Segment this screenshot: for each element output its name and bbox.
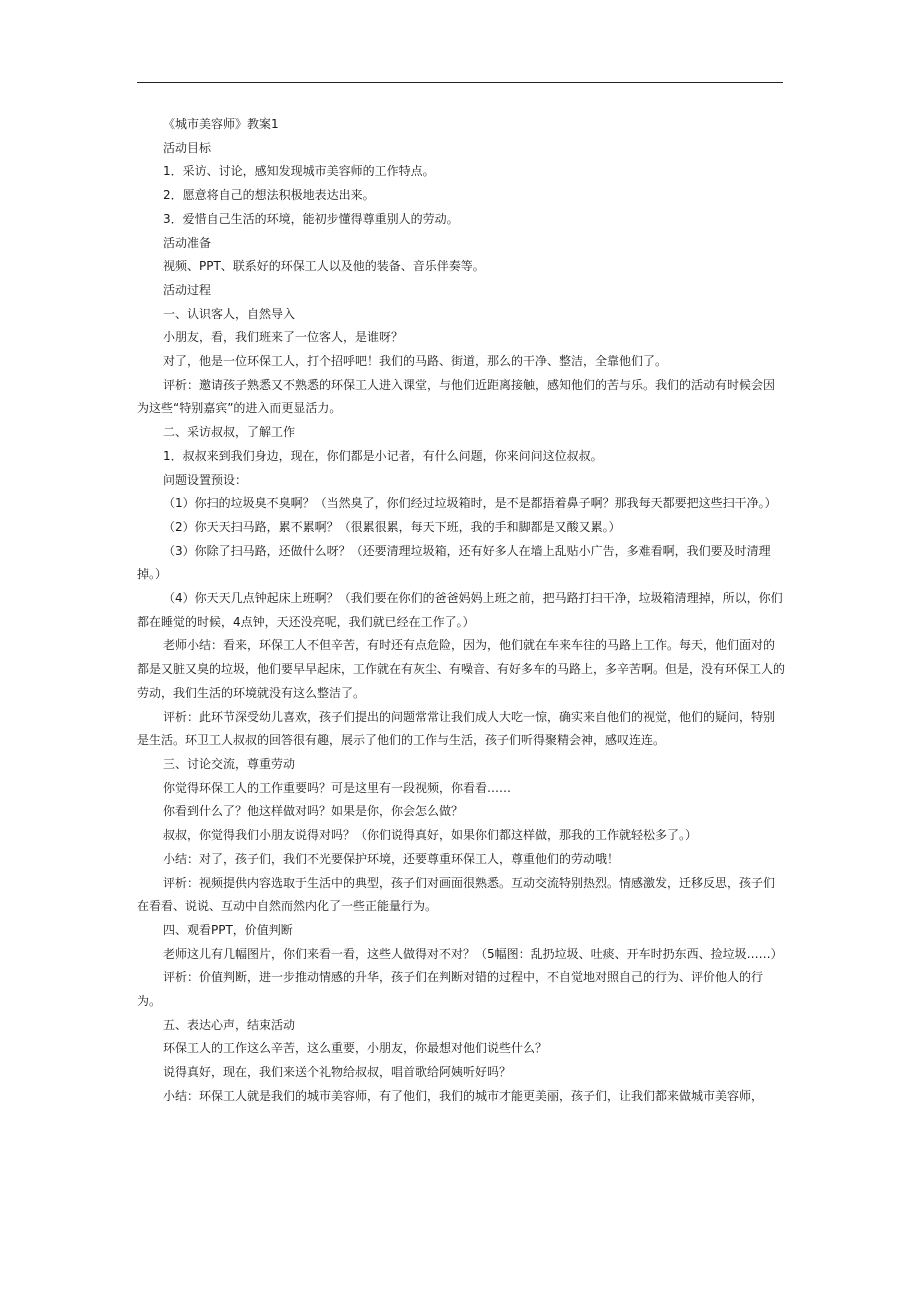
- paragraph: （2）你天天扫马路，累不累啊？（很累很累，每天下班，我的手和脚都是又酸又累。）: [163, 519, 621, 534]
- paragraph: 老师小结：看来，环保工人不但辛苦，有时还有点危险，因为，他们就在车来车往的马路上工作。每天，他们面对的都是又脏又臭的垃圾，他们要早早起床，工作就在有灰尘、有噪音、有好多车的马路上，多辛苦啊。但是，没有环保工人的劳动，我们生活的环境就没有这么整洁了。: [137, 638, 786, 700]
- paragraph: 1．采访、讨论，感知发现城市美容师的工作特点。: [163, 164, 435, 179]
- paragraph: 1．叔叔来到我们身边，现在，你们都是小记者，有什么问题，你来问问这位叔叔。: [163, 448, 603, 463]
- document-body: [137, 113, 785, 1109]
- paragraph: 小结：对了，孩子们，我们不光要保护环境，还要尊重环保工人，尊重他们的劳动哦！: [163, 851, 620, 866]
- paragraph: 你看到什么了？他这样做对吗？如果是你，你会怎么做？: [163, 804, 464, 819]
- paragraph: 小结：环保工人就是我们的城市美容师，有了他们，我们的城市才能更美丽，孩子们，让我们都来做城市美容师，: [163, 1088, 764, 1103]
- paragraph: 评析：价值判断，进一步推动情感的升华，孩子们在判断对错的过程中，不自觉地对照自己的行为、评价他人的行为。: [137, 970, 764, 1009]
- paragraph: 活动目标: [163, 140, 212, 155]
- paragraph: 一、认识客人，自然导入: [163, 306, 296, 321]
- paragraph: （4）你天天几点钟起床上班啊？（我们要在你们的爸爸妈妈上班之前，把马路打扫干净，垃圾箱清理掉，所以，你们都在睡觉的时候，4点钟，天还没亮呢，我们就已经在工作了。）: [137, 591, 783, 629]
- paragraph: 活动过程: [163, 282, 212, 297]
- paragraph: 说得真好，现在，我们来送个礼物给叔叔，唱首歌给阿姨听好吗？: [163, 1065, 512, 1080]
- paragraph: 视频、PPT、联系好的环保工人以及他的装备、音乐伴奏等。: [163, 259, 485, 274]
- header-rule: [137, 82, 783, 83]
- paragraph: 活动准备: [163, 235, 212, 250]
- paragraph: 环保工人的工作这么辛苦，这么重要，小朋友，你最想对他们说些什么？: [163, 1041, 548, 1056]
- paragraph: （3）你除了扫马路，还做什么呀？（还要清理垃圾箱，还有好多人在墙上乱贴小广告，多难看啊，我们要及时清理掉。）: [137, 543, 771, 582]
- paragraph: 你觉得环保工人的工作重要吗？可是这里有一段视频，你看看……: [163, 780, 512, 795]
- paragraph: 2．愿意将自己的想法积极地表达出来。: [163, 188, 375, 203]
- paragraph: 评析：邀请孩子熟悉又不熟悉的环保工人进入课堂，与他们近距离接触，感知他们的苦与乐。我们的活动有时候会因为这些“特别嘉宾”的进入而更显活力。: [137, 377, 776, 416]
- paragraph: 二、采访叔叔，了解工作: [163, 425, 296, 440]
- paragraph: 三、讨论交流，尊重劳动: [163, 756, 296, 771]
- paragraph: 四、观看PPT，价值判断: [163, 922, 293, 937]
- paragraph: 评析：此环节深受幼儿喜欢，孩子们提出的问题常常让我们成人大吃一惊，确实来自他们的视觉，他们的疑问，特别是生活。环卫工人叔叔的回答很有趣，展示了他们的工作与生活，孩子们听得聚精会神，感叹连连。: [137, 709, 776, 748]
- paragraph: （1）你扫的垃圾臭不臭啊？（当然臭了，你们经过垃圾箱时，是不是都捂着鼻子啊？那我每天都要把这些扫干净。）: [163, 496, 777, 511]
- paragraph: 五、表达心声，结束活动: [163, 1017, 296, 1032]
- paragraph: 小朋友，看，我们班来了一位客人，是谁呀？: [163, 330, 404, 345]
- document-title: 《城市美容师》教案1: [163, 117, 279, 131]
- paragraph: 老师这儿有几幅图片，你们来看一看，这些人做得对不对？（5幅图：乱扔垃圾、吐痰、开车时扔东西、捡垃圾……）: [163, 946, 783, 961]
- paragraph: 问题设置预设：: [163, 472, 248, 487]
- paragraph: 对了，他是一位环保工人，打个招呼吧！我们的马路、街道，那么的干净、整洁，全靠他们了。: [163, 354, 668, 369]
- paragraph: 3．爱惜自己生活的环境，能初步懂得尊重别人的劳动。: [163, 211, 459, 226]
- paragraph: 叔叔，你觉得我们小朋友说得对吗？（你们说得真好，如果你们都这样做，那我的工作就轻松多了。）: [163, 828, 698, 843]
- paragraph: 评析：视频提供内容选取于生活中的典型，孩子们对画面很熟悉。互动交流特别热烈。情感激发，迁移反思，孩子们在看看、说说、互动中自然而然内化了一些正能量行为。: [137, 875, 776, 914]
